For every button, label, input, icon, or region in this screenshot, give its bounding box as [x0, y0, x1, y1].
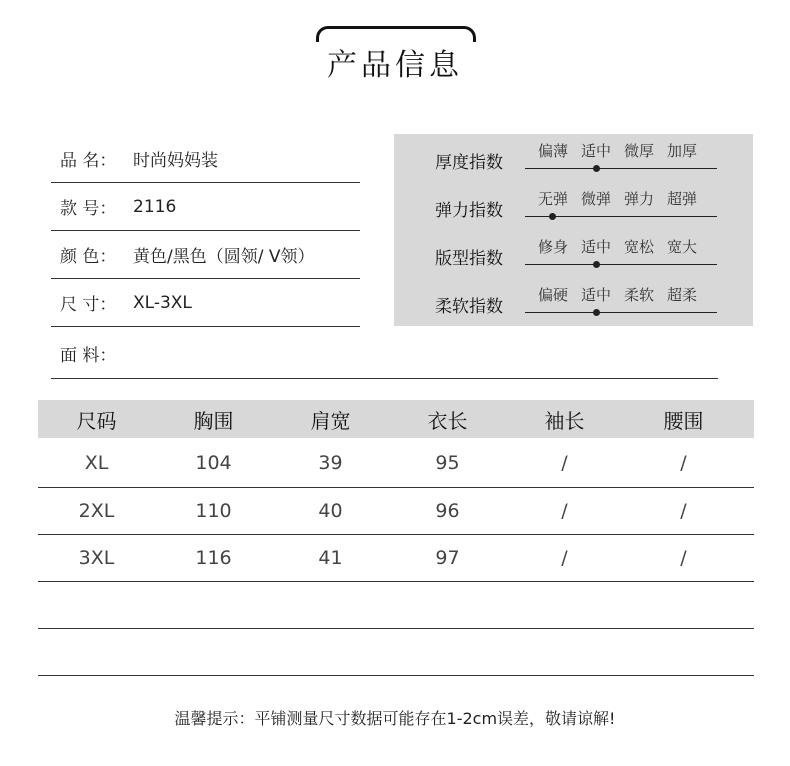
index-option: 弹力	[623, 190, 654, 208]
table-cell: /	[680, 547, 687, 569]
index-option: 偏硬	[537, 286, 568, 304]
index-marker	[593, 309, 600, 316]
table-cell: /	[561, 547, 568, 569]
info-row-material	[51, 329, 718, 379]
table-cell: 39	[318, 451, 343, 474]
index-scale-line	[525, 312, 717, 313]
header-cell-length: 衣长	[427, 408, 468, 433]
table-row	[38, 438, 754, 488]
index-option: 宽大	[666, 238, 697, 256]
header-cell-shoulder: 肩宽	[310, 408, 351, 433]
table-cell: 3XL	[78, 547, 115, 569]
info-row-name	[51, 135, 360, 183]
index-panel	[394, 134, 753, 326]
table-cell: /	[561, 451, 568, 474]
size-table-header	[38, 400, 754, 438]
info-label: 款 号：	[60, 199, 117, 219]
index-scale-line	[525, 168, 717, 169]
table-cell: 95	[435, 451, 460, 474]
info-value: 黄色/黑色（圆领/ V领）	[133, 247, 315, 267]
table-row-empty	[38, 629, 754, 676]
index-option: 超弹	[666, 190, 697, 208]
info-label: 尺 寸：	[60, 295, 117, 315]
index-option: 柔软	[623, 286, 654, 304]
title-decoration	[316, 26, 476, 42]
table-cell: 2XL	[78, 500, 115, 522]
table-cell: 40	[318, 500, 343, 522]
index-option: 微弹	[580, 190, 611, 208]
index-option: 修身	[537, 238, 568, 256]
info-value: 时尚妈妈装	[133, 151, 218, 171]
index-label: 柔软指数	[435, 297, 503, 317]
product-info-list	[51, 135, 360, 327]
index-marker	[549, 213, 556, 220]
table-cell: /	[680, 451, 687, 474]
index-label: 版型指数	[435, 249, 503, 269]
index-marker	[593, 261, 600, 268]
table-cell: 96	[435, 500, 460, 522]
index-label: 厚度指数	[435, 153, 503, 173]
table-cell: 104	[195, 451, 232, 474]
table-cell: XL	[84, 451, 109, 474]
table-row-empty	[38, 582, 754, 629]
index-label: 弹力指数	[435, 201, 503, 221]
table-cell: /	[561, 500, 568, 522]
table-row	[38, 535, 754, 582]
info-label: 面 料：	[60, 346, 117, 366]
info-row-style-number	[51, 183, 360, 231]
info-label: 颜 色：	[60, 247, 117, 267]
measurement-tip: 温馨提示：平铺测量尺寸数据可能存在1-2cm误差，敬请谅解!	[174, 709, 616, 728]
info-value: 2116	[133, 196, 177, 217]
index-option: 适中	[580, 142, 611, 160]
index-row-thickness	[394, 134, 753, 182]
index-scale-line	[525, 264, 717, 265]
index-option: 微厚	[623, 142, 654, 160]
info-row-color	[51, 231, 360, 279]
header-cell-bust: 胸围	[193, 408, 234, 433]
header-cell-waist: 腰围	[663, 408, 704, 433]
table-cell: /	[680, 500, 687, 522]
index-option: 加厚	[666, 142, 697, 160]
index-option: 适中	[580, 238, 611, 256]
table-row	[38, 488, 754, 535]
info-value: XL-3XL	[133, 292, 192, 313]
table-cell: 110	[195, 500, 232, 522]
header-cell-size: 尺码	[76, 408, 117, 433]
index-row-fit	[394, 230, 753, 278]
info-row-size	[51, 279, 360, 327]
table-cell: 41	[318, 547, 343, 569]
header-cell-sleeve: 袖长	[544, 408, 585, 433]
index-row-elasticity	[394, 182, 753, 230]
index-option: 宽松	[623, 238, 654, 256]
info-label: 品 名：	[60, 151, 117, 171]
table-cell: 97	[435, 547, 460, 569]
index-option: 无弹	[537, 190, 568, 208]
index-option: 适中	[580, 286, 611, 304]
index-row-softness	[394, 278, 753, 326]
table-cell: 116	[195, 547, 232, 569]
size-table	[38, 400, 754, 676]
index-marker	[593, 165, 600, 172]
index-option: 超柔	[666, 286, 697, 304]
page-title: 产品信息	[327, 48, 463, 83]
index-option: 偏薄	[537, 142, 568, 160]
